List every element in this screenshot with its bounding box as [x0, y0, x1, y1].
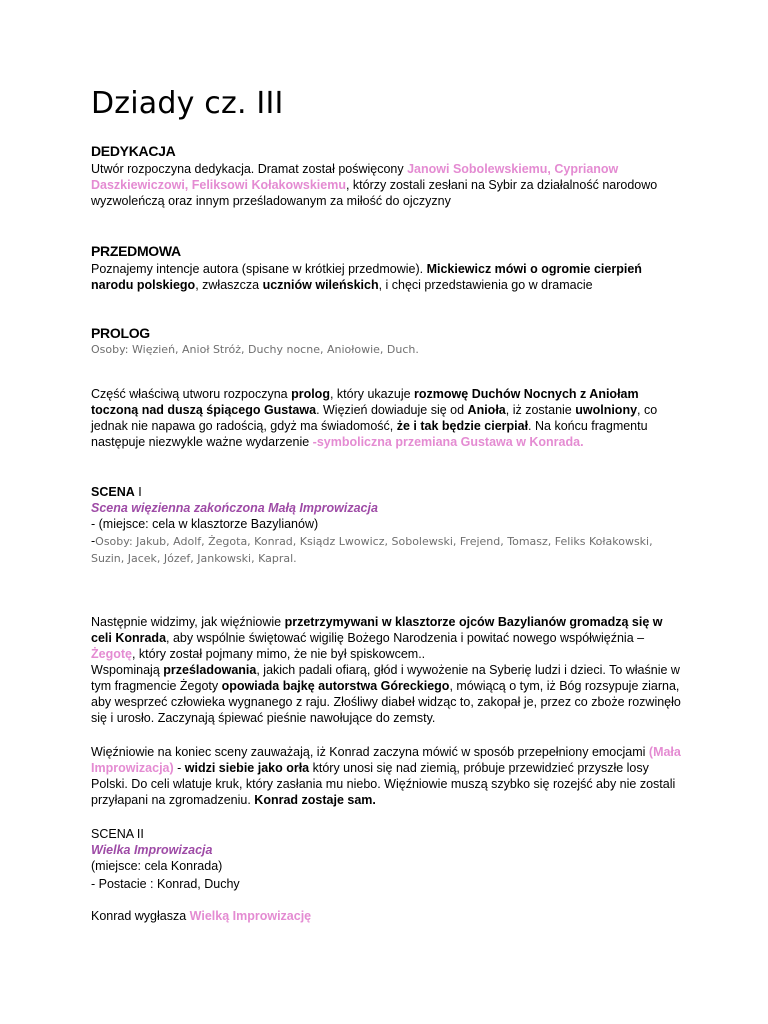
scena-1-persons-block [91, 533, 683, 567]
document-title: Dziady cz. III [91, 86, 284, 121]
przedmowa-text-2: , zwłaszcza [195, 278, 263, 292]
scena-1-p1-bold-3: opowiada bajkę autorstwa Góreckiego [221, 679, 450, 693]
heading-dedykacja: DEDYKACJA [91, 143, 176, 159]
prolog-text-5: , co jednak nie napawa go radością, gdyż ma świadomość, [91, 403, 658, 433]
scena-1-p1-text-2: , aby wspólnie świętować wigilię Bożego Narodzenia i powitać nowego współwięźnia – [166, 631, 645, 645]
scena-1-place: - (miejsce: cela w klasztorze Bazylianów) [91, 517, 319, 531]
scena-2-pink: Wielką Improwizację [189, 909, 312, 923]
prolog-bold-3: Anioła [467, 403, 506, 417]
prolog-bold-2: rozmowę Duchów Nocnych z Aniołam toczoną nad duszą śpiącego Gustawa [91, 387, 639, 417]
scena-2-persons: - Postacie : Konrad, Duchy [91, 877, 240, 891]
heading-scena-2: SCENA II [91, 827, 144, 841]
przedmowa-text-1: Poznajemy intencje autora (spisane w krótkiej przedmowie). [91, 262, 427, 276]
scena-1-p1-text-1: Następnie widzimy, jak więźniowie [91, 615, 285, 629]
prolog-bold-1: prolog [291, 387, 330, 401]
dedykacja-names: Janowi Sobolewskiemu, Cyprianow Daszkiewiczowi, Feliksowi Kołakowskiemu [91, 162, 619, 192]
dedykacja-text-1: Utwór rozpoczyna dedykacja. Dramat został poświęcony [91, 162, 408, 176]
prolog-text-4: , iż zostanie [505, 403, 576, 417]
prolog-bold-5: że i tak będzie cierpiał [396, 419, 529, 433]
heading-prolog: PROLOG [91, 325, 150, 341]
paragraph-scena-1-b [91, 744, 683, 808]
paragraph-scena-2 [91, 908, 311, 924]
prolog-text-1: Część właściwą utworu rozpoczyna [91, 387, 292, 401]
scena-2-text-1: Konrad wygłasza [91, 909, 190, 923]
scena-1-p2-text-2: - [173, 761, 185, 775]
heading-przedmowa: PRZEDMOWA [91, 243, 181, 259]
przedmowa-text-3: , i chęci przedstawienia go w dramacie [378, 278, 593, 292]
scena-1-p1-text-5: , jakich padali ofiarą, głód i wywożenie na Syberię ludzi i dzieci. To właśnie w tym fragmencie Żegoty [91, 663, 680, 693]
prolog-text-2: , który ukazuje [329, 387, 415, 401]
scena-1-subtitle: Scena więzienna zakończona Małą Improwizacja [91, 501, 378, 515]
prolog-text-6: . Na końcu fragmentu następuje niezwykle ważne wydarzenie [91, 419, 648, 449]
scena-1-heading-rest: I [134, 485, 142, 499]
scena-1-p1-pink: Żegotę [91, 647, 132, 661]
paragraph-dedykacja [91, 161, 683, 209]
scena-1-p2-bold-1: widzi siebie jako orła [184, 761, 310, 775]
scena-1-p2-bold-2: Konrad zostaje sam. [254, 793, 376, 807]
scena-1-p2-text-3: który unosi się nad ziemią, próbuje przewidzieć przyszłe losy Polski. Do celi wlatuje kruk, który zasłania mu niebo. Więźniowie muszą szybko się rozejść aby nie zostali przyłapani na zgromadzeniu. [91, 761, 676, 807]
dedykacja-text-2: , którzy zostali zesłani na Sybir za działalność narodowo wyzwoleńczą oraz innym prześladowanym za miłość do ojczyzny [91, 178, 658, 208]
prolog-text-3: . Więzień dowiaduje się od [316, 403, 468, 417]
scena-1-persons: Osoby: Jakub, Adolf, Żegota, Konrad, Ksiądz Lwowicz, Sobolewski, Frejend, Tomasz, Feliks Kołakowski, Suzin, Jacek, Józef, Jankowski, Kapral. [91, 535, 653, 565]
paragraph-prolog [91, 386, 683, 450]
paragraph-scena-1-a [91, 614, 683, 726]
scena-1-p2-text-1: Więźniowie na koniec sceny zauważają, iż Konrad zaczyna mówić w sposób przepełniony emocjami [91, 745, 649, 759]
prolog-persons: Osoby: Więzień, Anioł Stróż, Duchy nocne, Aniołowie, Duch. [91, 343, 419, 356]
scena-2-subtitle: Wielka Improwizacja [91, 843, 213, 857]
scena-1-p2-pink: (Mała Improwizacja) [91, 745, 681, 775]
scena-2-place: (miejsce: cela Konrada) [91, 859, 223, 873]
scena-1-p1-text-6: , mówiącą o tym, iż Bóg rozsypuje ziarna, aby wesprzeć człowieka wygnanego z raju. Złośliwy diabeł widząc to, zakopał je, przez co zboże rozwinęło się i urosło. Zaczynają śpiewać pieśnie nawołujące do zemsty. [91, 679, 681, 725]
scena-1-heading-bold: SCENA [91, 485, 135, 499]
scena-1-p1-text-4: Wspominają [91, 663, 164, 677]
paragraph-przedmowa [91, 261, 683, 293]
scena-1-p1-bold-1: przetrzymywani w klasztorze ojców Bazylianów gromadzą się w celi Konrada [91, 615, 663, 645]
prolog-bold-4: uwolniony [575, 403, 638, 417]
heading-scena-1 [91, 484, 142, 500]
przedmowa-bold-2: uczniów wileńskich [262, 278, 379, 292]
scena-1-p1-bold-2: prześladowania [163, 663, 257, 677]
prolog-pink: -symboliczna przemiana Gustawa w Konrada. [312, 435, 584, 449]
scena-1-p1-text-3: , który został pojmany mimo, że nie był spiskowcem.. [131, 647, 426, 661]
scena-1-dash: - [91, 534, 96, 548]
przedmowa-bold-1: Mickiewicz mówi o ogromie cierpień narodu polskiego [91, 262, 642, 292]
